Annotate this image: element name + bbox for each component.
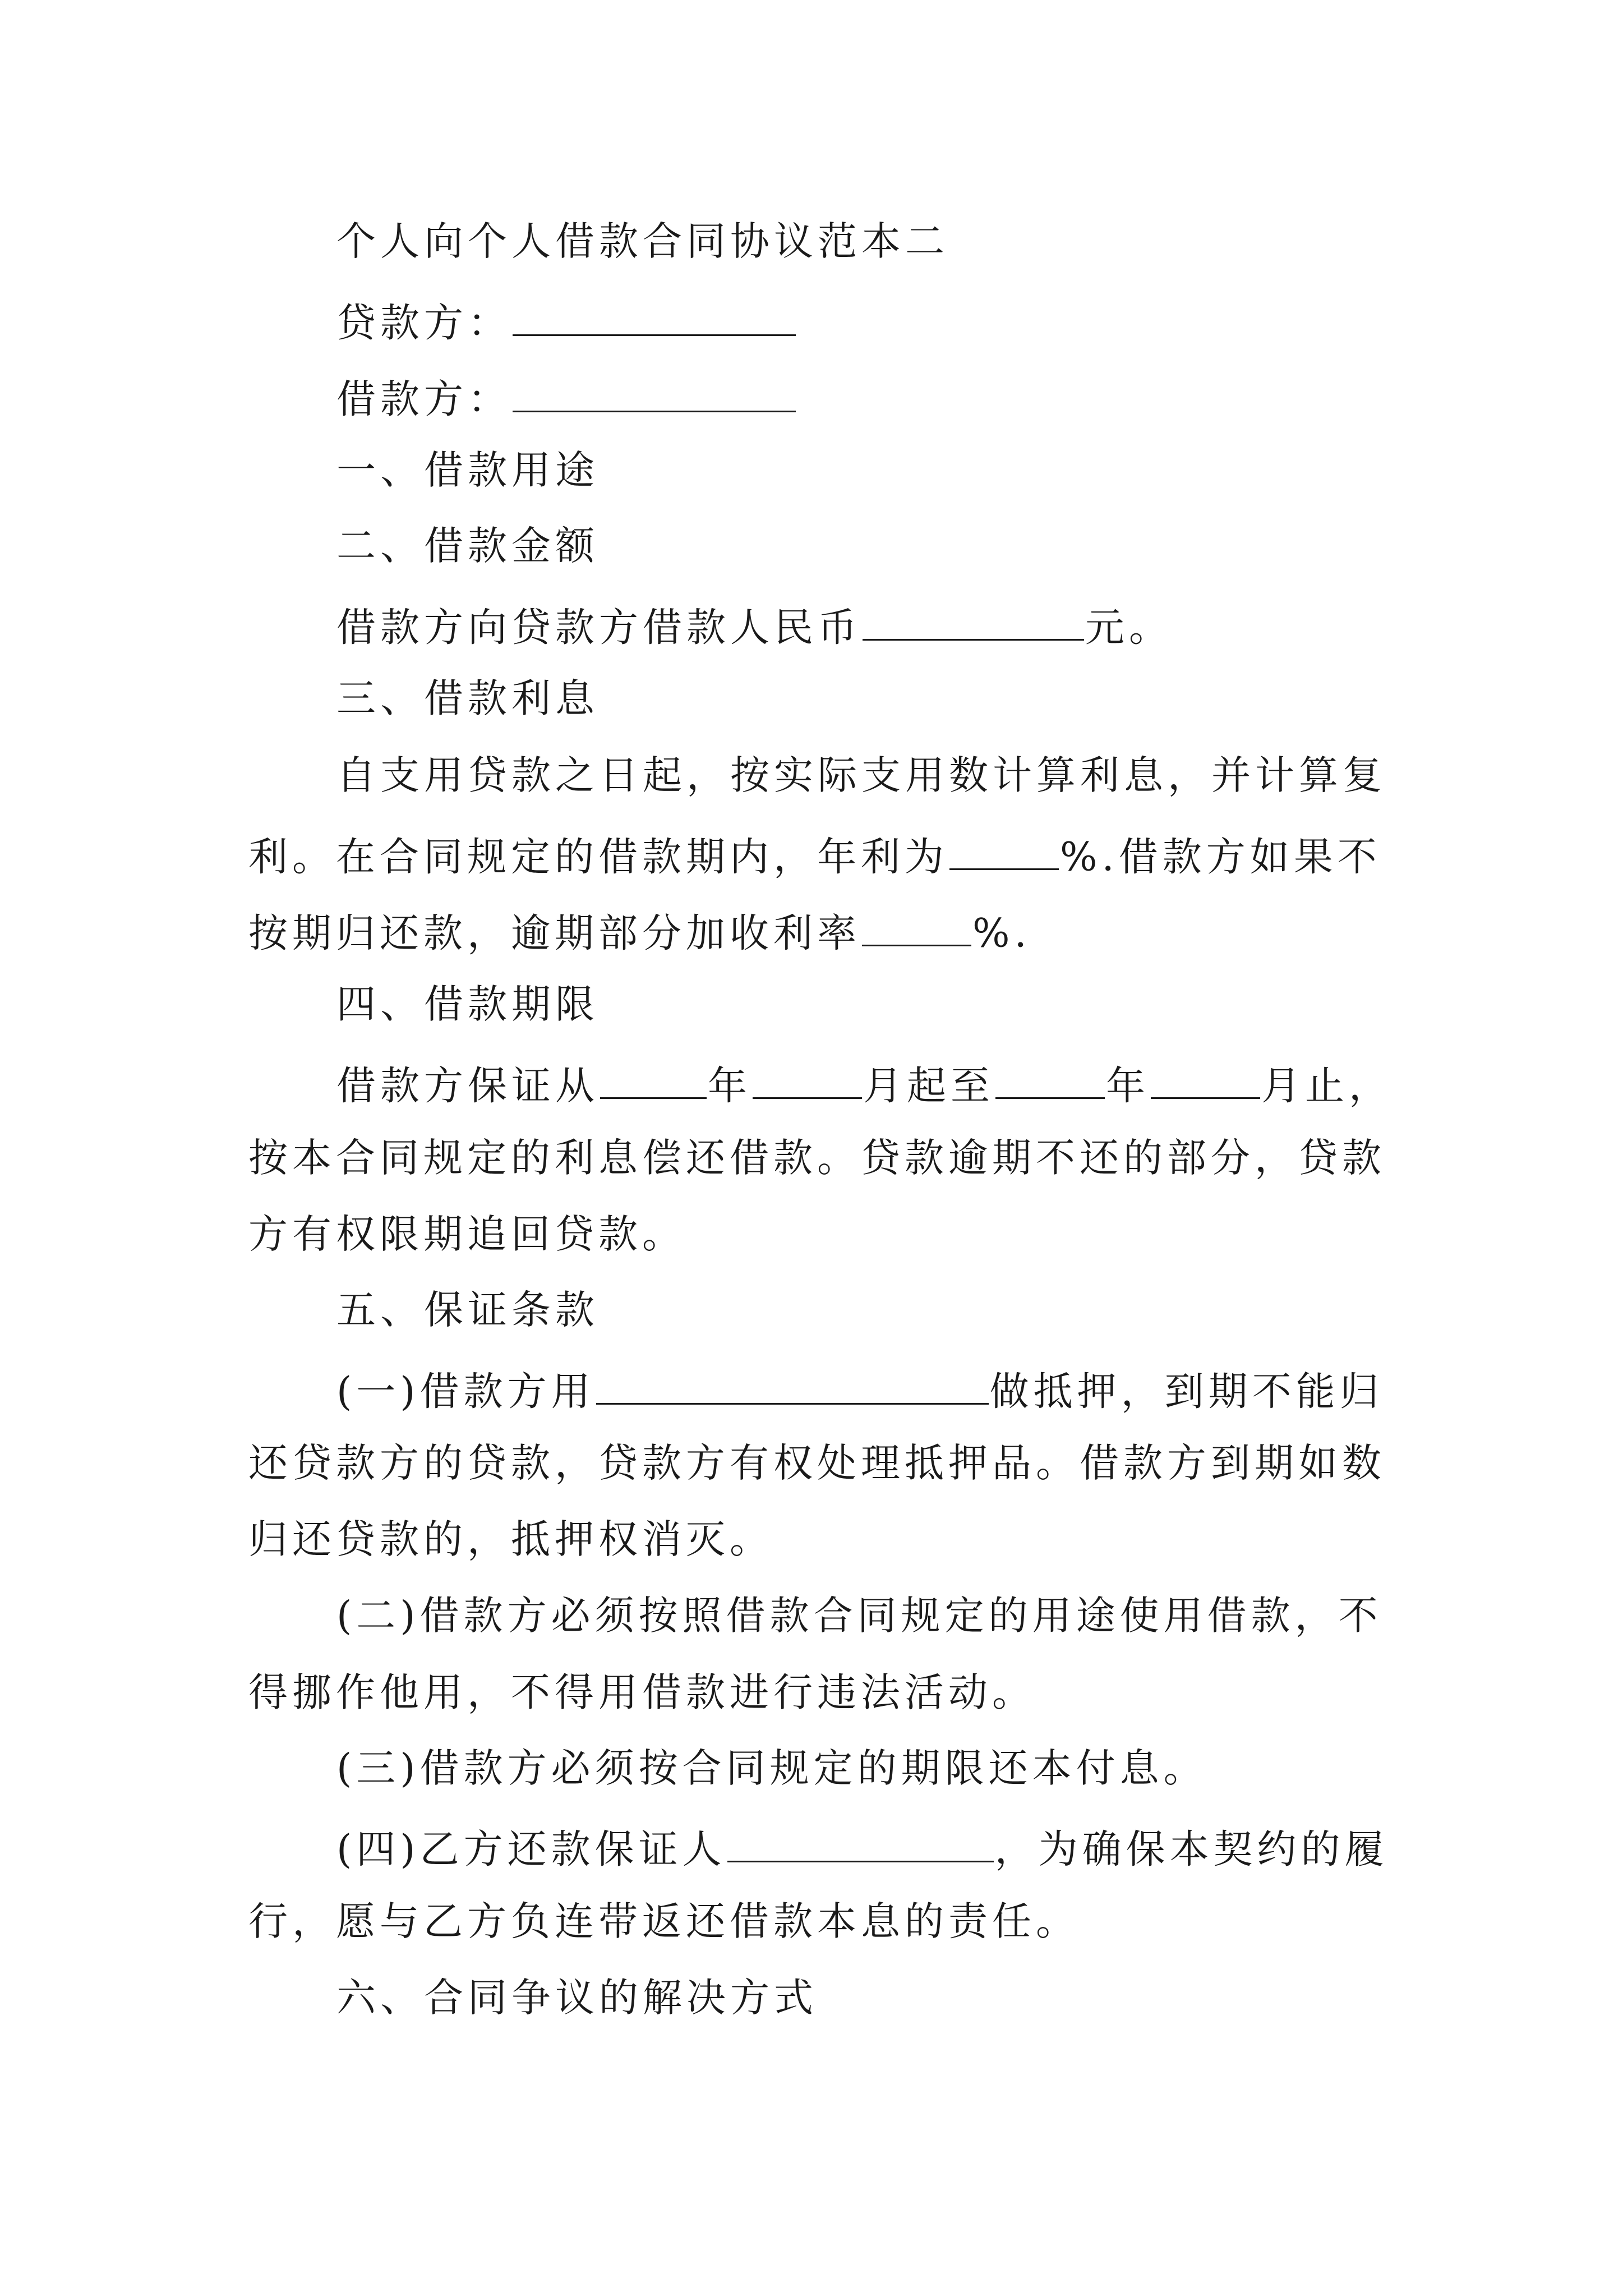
section-4-line-1: 借款方保证从 年 月起至 年 月止， — [336, 1061, 1393, 1105]
start-month-blank — [753, 1061, 862, 1099]
section-3-heading: 三、借款利息 — [336, 675, 599, 721]
borrower-line — [336, 375, 797, 422]
clause-1-line-3: 归还贷款的，抵押权消灭。 — [248, 1516, 773, 1562]
section-2-heading: 二、借款金额 — [336, 523, 599, 569]
lender-label: 贷款方： — [336, 300, 511, 346]
clause-4-line-1: (四)乙方还款保证人 ，为确保本契约的履 — [336, 1825, 1389, 1869]
section-4-heading: 四、借款期限 — [336, 981, 599, 1027]
section-2-text: 借款方向贷款方借款人民币 元。 — [336, 603, 1173, 647]
clause-2-line-2: 得挪作他用，不得用借款进行违法活动。 — [248, 1669, 1036, 1715]
end-month-blank — [1151, 1061, 1260, 1099]
borrower-label: 借款方： — [336, 376, 511, 422]
clause-2-line-1: (二)借款方必须按照借款合同规定的用途使用借款，不 — [336, 1593, 1382, 1639]
clause-1-line-1: (一)借款方用 做抵押，到期不能归 — [336, 1367, 1384, 1411]
end-year-blank — [995, 1061, 1105, 1099]
section-3-line-3: 按期归还款，逾期部分加收利率 %. — [248, 909, 1031, 953]
loan-amount-blank — [863, 603, 1084, 641]
clause-1-line-2: 还贷款方的贷款，贷款方有权处理抵押品。借款方到期如数 — [248, 1440, 1386, 1486]
section-1-heading: 一、借款用途 — [336, 447, 599, 493]
clause-3-line-1: (三)借款方必须按合同规定的期限还本付息。 — [336, 1745, 1207, 1791]
section-6-heading: 六、合同争议的解决方式 — [336, 1975, 818, 2021]
section-3-line-2: 利。在合同规定的借款期内，年利为 %.借款方如果不 — [248, 832, 1381, 876]
overdue-rate-blank — [862, 909, 971, 946]
borrower-name-blank — [513, 375, 796, 412]
section-4-line-3: 方有权限期追回贷款。 — [248, 1211, 686, 1257]
annual-rate-blank — [949, 832, 1059, 870]
collateral-blank — [596, 1367, 989, 1405]
document-title: 个人向个人借款合同协议范本二 — [336, 218, 949, 264]
section-3-line-1: 自支用贷款之日起，按实际支用数计算利息，并计算复 — [336, 752, 1386, 798]
section-4-line-2: 按本合同规定的利息偿还借款。贷款逾期不还的部分，贷款 — [248, 1135, 1386, 1181]
clause-4-line-2: 行，愿与乙方负连带返还借款本息的责任。 — [248, 1898, 1080, 1944]
guarantor-blank — [727, 1825, 994, 1862]
lender-line — [336, 298, 797, 346]
section-5-heading: 五、保证条款 — [336, 1287, 599, 1333]
lender-name-blank — [513, 298, 796, 336]
start-year-blank — [600, 1061, 707, 1099]
